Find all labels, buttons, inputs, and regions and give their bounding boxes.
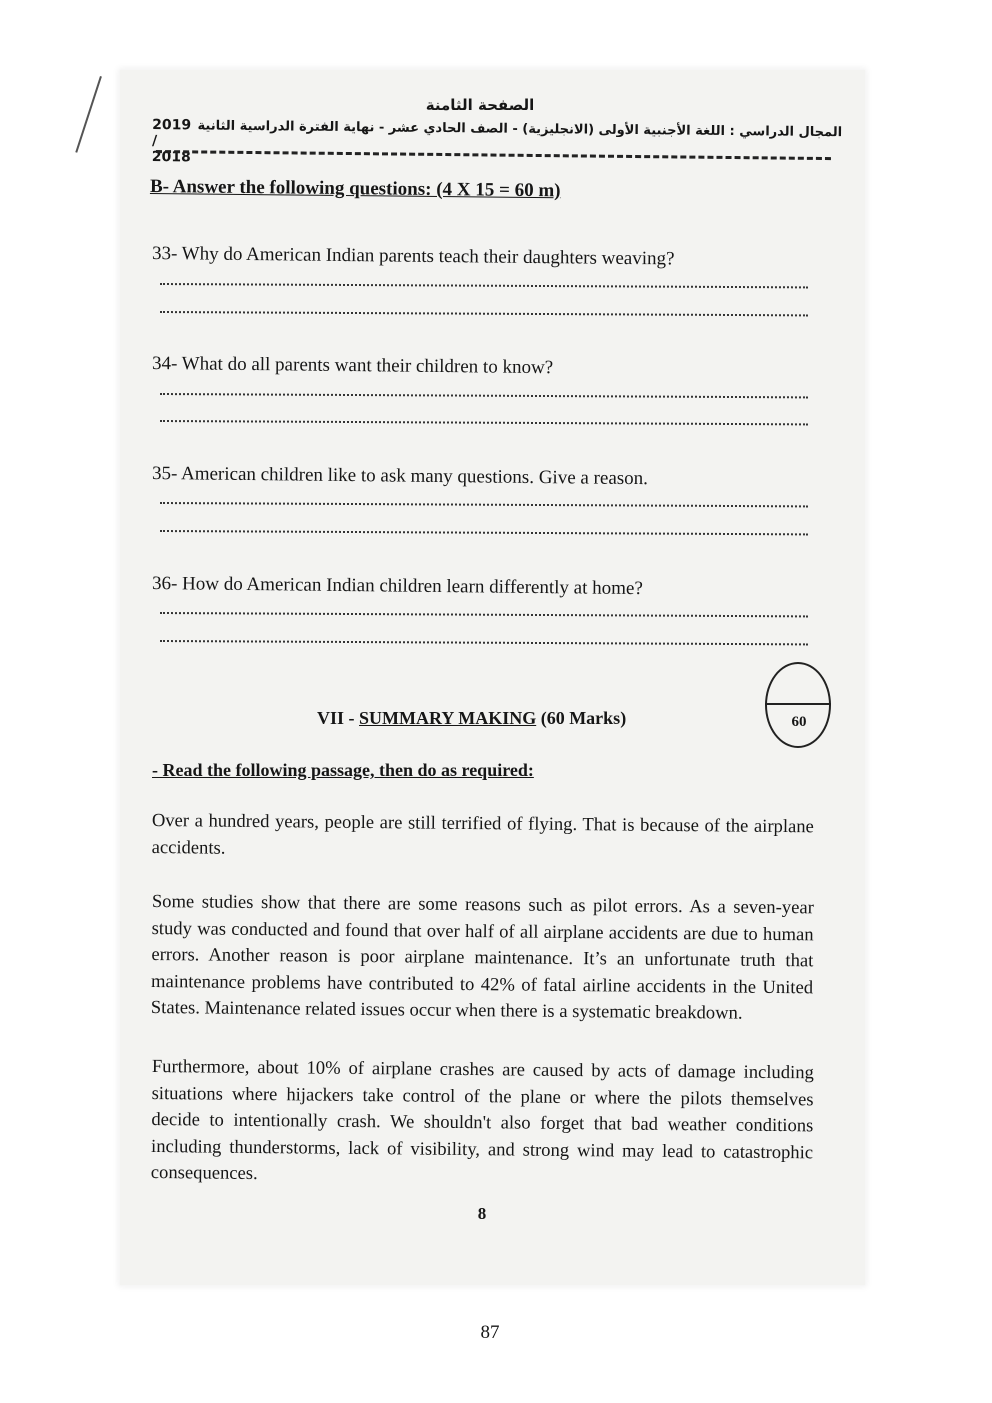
summary-marks: (60 Marks) <box>536 708 627 728</box>
summary-heading <box>317 708 626 729</box>
passage-paragraph-3: Furthermore, about 10% of airplane crashes are caused by acts of damage including situations where hijackers take control of the plane or where the pilots themselves decide to intentionally crash. We shouldn't also forget that bad weather conditions including thunderstorms, lack of visibility, and strong wind may lead to catastrophic consequences. <box>150 1055 814 1185</box>
inner-page-number: 8 <box>477 1204 487 1223</box>
passage-instruction: - Read the following passage, then do as required: <box>152 760 534 780</box>
page-fold-edge <box>75 76 102 153</box>
summary-prefix: VII - <box>317 708 360 728</box>
marks-circle <box>765 662 831 748</box>
marks-box-value: 60 <box>791 714 807 730</box>
subject-line-arabic: المجال الدراسي : اللغة الأجنبية الأولى (الانجليزية) - الصف الحادي عشر - نهاية الفترة الدراسية الثانية <box>197 118 843 141</box>
question-34: 34- What do all parents want their children to know? <box>151 353 554 379</box>
page-label-arabic: الصفحة الثامنة <box>425 96 535 114</box>
passage-paragraph-1: Over a hundred years, people are still terrified of flying. That is because of the airplane accidents. <box>151 809 814 859</box>
question-36: 36- How do American Indian children learn differently at home? <box>151 573 643 600</box>
section-b-title: B- Answer the following questions: (4 X 15 = 60 m) <box>149 176 561 202</box>
marks-circle-divider <box>765 703 831 705</box>
question-33: 33- Why do American Indian parents teach their daughters weaving? <box>151 243 675 270</box>
outer-page-number: 87 <box>480 1322 500 1343</box>
passage-paragraph-2: Some studies show that there are some reasons such as pilot errors. As a seven-year study was conducted and found that over half of all airplane accidents are due to human errors. Another reason is poor airplane maintenance. It’s an unfortunate truth that maintenance problems have contributed to 42% of fatal airline accidents in the United States. Maintenance related issues occur when there is a systematic breakdown. <box>150 890 814 1024</box>
exam-header <box>152 117 842 172</box>
summary-title: SUMMARY MAKING <box>359 708 537 728</box>
question-35: 35- American children like to ask many questions. Give a reason. <box>151 463 649 490</box>
academic-year: 2019 / 2018 <box>151 117 192 166</box>
